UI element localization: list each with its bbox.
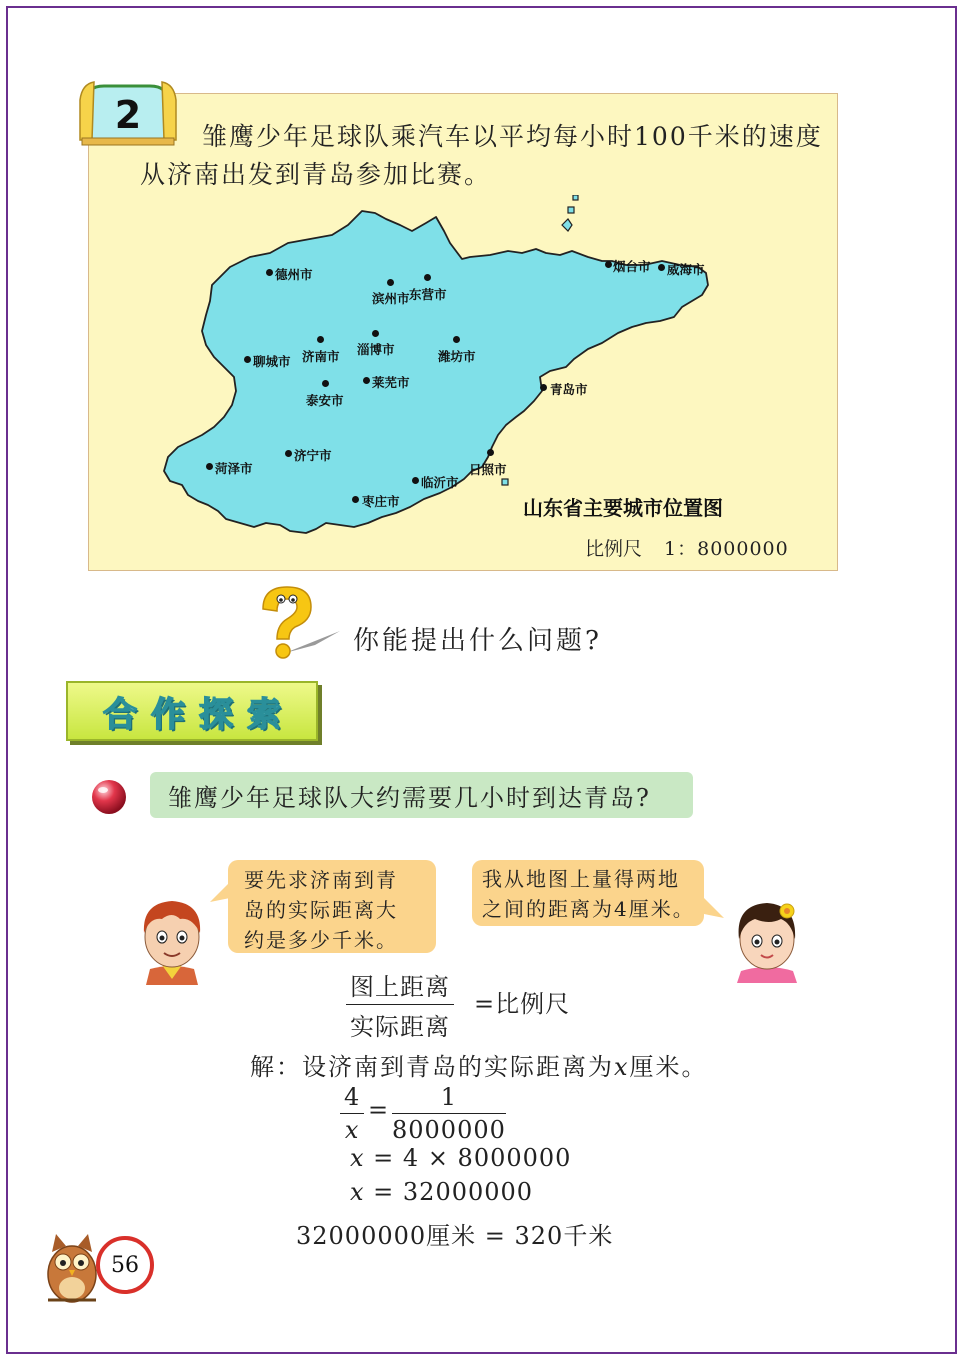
bubble-right-line-2: 之间的距离为4厘米。 [482, 897, 695, 921]
example-number: 2 [114, 93, 142, 137]
solution-intro [250, 1047, 708, 1082]
bubble-left-line-2: 岛的实际距离大 [244, 898, 398, 922]
eq1-right-den: 8000000 [392, 1116, 506, 1144]
city-label-heze: 菏泽市 [215, 461, 253, 476]
eq1-right-num: 1 [392, 1083, 506, 1114]
question-mark-icon [255, 583, 345, 663]
city-label-rizhao: 日照市 [469, 462, 507, 477]
boy-character [132, 893, 212, 985]
example-text [140, 118, 830, 194]
question-prompt: 你能提出什么问题? [353, 626, 602, 656]
map-title: 山东省主要城市位置图 [523, 496, 723, 520]
eq2-rest: = 4 × 8000000 [364, 1144, 572, 1172]
city-label-zibo: 淄博市 [357, 342, 395, 357]
city-label-jinan: 济南市 [302, 349, 340, 364]
city-dot-zibo [372, 330, 379, 337]
city-label-qingdao: 青岛市 [550, 382, 588, 397]
eq3-var: x [350, 1178, 365, 1206]
city-dot-weihai [658, 264, 665, 271]
city-dot-taian [322, 380, 329, 387]
speech-bubble-left [228, 860, 436, 953]
equation-3 [350, 1178, 533, 1206]
girl-character [725, 895, 810, 983]
city-label-linyi: 临沂市 [421, 475, 459, 490]
city-dot-weifang [453, 336, 460, 343]
city-dot-yantai [605, 261, 612, 268]
city-label-jining: 济宁市 [294, 448, 332, 463]
city-dot-jining [285, 450, 292, 457]
city-dot-qingdao [540, 384, 547, 391]
city-label-weihai: 威海市 [667, 262, 705, 277]
bullet-ball-icon [90, 778, 128, 816]
city-dot-dongying [424, 274, 431, 281]
city-dot-dezhou [266, 269, 273, 276]
city-label-laiwu: 莱芜市 [372, 375, 410, 390]
problem-statement: 雏鹰少年足球队大约需要几小时到达青岛? [150, 772, 693, 818]
city-label-zaozhuang: 枣庄市 [362, 494, 400, 509]
map-scale-value: 1：8000000 [664, 538, 789, 560]
city-dot-linyi [412, 477, 419, 484]
city-label-dongying: 东营市 [409, 287, 447, 302]
eq1-left-den: x [344, 1116, 360, 1144]
map-scale [585, 534, 789, 561]
example-line-2: 从济南出发到青岛参加比赛。 [140, 160, 492, 189]
section-banner [66, 681, 318, 741]
bubble-right-tail [702, 896, 726, 922]
city-dot-laiwu [363, 377, 370, 384]
equation-1-right [392, 1083, 506, 1144]
equation-4: 32000000厘米 = 320千米 [296, 1222, 614, 1250]
bubble-left-line-1: 要先求济南到青 [244, 868, 398, 892]
solution-intro-b: 厘米。 [629, 1053, 708, 1081]
equation-2 [350, 1144, 571, 1172]
city-dot-jinan [317, 336, 324, 343]
city-dot-rizhao [487, 449, 494, 456]
bubble-left-tail [210, 880, 232, 906]
section-banner-text: 合作探索 [103, 694, 295, 735]
city-label-liaocheng: 聊城市 [253, 354, 291, 369]
city-dot-zaozhuang [352, 496, 359, 503]
map-scale-label: 比例尺 [585, 538, 643, 560]
city-label-yantai: 烟台市 [613, 259, 651, 274]
page-number: 56 [96, 1236, 154, 1294]
bubble-right-line-1: 我从地图上量得两地 [482, 867, 680, 891]
scale-formula-rhs: =比例尺 [474, 990, 571, 1018]
eq1-equals: = [368, 1096, 390, 1124]
eq1-left-num: 4 [340, 1083, 364, 1114]
city-label-weifang: 潍坊市 [438, 349, 476, 364]
eq2-var: x [350, 1144, 365, 1172]
city-label-dezhou: 德州市 [275, 267, 313, 282]
city-dot-binzhou [387, 279, 394, 286]
scale-formula-fraction [346, 967, 454, 1042]
scale-formula-numerator: 图上距离 [346, 967, 454, 1005]
city-label-taian: 泰安市 [306, 393, 344, 408]
solution-intro-a: 解：设济南到青岛的实际距离为 [250, 1053, 614, 1081]
speech-bubble-right [472, 860, 704, 926]
solution-intro-var: x [614, 1053, 630, 1081]
equation-1-left [340, 1083, 364, 1144]
city-label-binzhou: 滨州市 [372, 291, 410, 306]
bubble-left-line-3: 约是多少千米。 [244, 928, 398, 952]
example-line-1: 雏鹰少年足球队乘汽车以平均每小时100千米的速度 [202, 122, 823, 151]
city-dot-heze [206, 463, 213, 470]
eq3-rest: = 32000000 [364, 1178, 534, 1206]
scale-formula-denominator: 实际距离 [350, 1013, 450, 1041]
city-dot-liaocheng [244, 356, 251, 363]
